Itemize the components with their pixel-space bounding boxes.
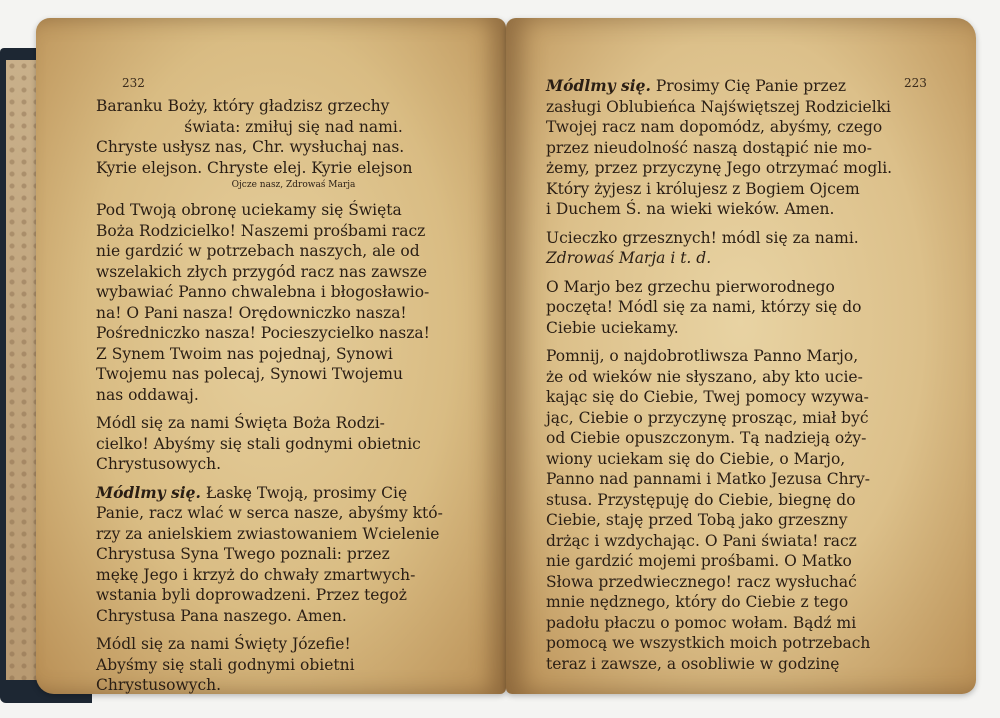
text-line: [546, 654, 946, 675]
line-text: Panie, racz wlać w serca nasze, abyśmy któ-: [96, 504, 443, 522]
text-line: [96, 303, 491, 324]
line-text: cielko! Abyśmy się stali godnymi obietnic: [96, 434, 421, 453]
line-text: Baranku Boży, który gładzisz grzechy: [96, 97, 390, 115]
text-line: [96, 413, 491, 434]
text-line: [546, 490, 946, 511]
text-line: [546, 158, 946, 179]
line-text: na! O Pani nasza! Orędowniczko nasza!: [96, 303, 407, 322]
text-line: [546, 633, 946, 654]
line-text: wiony uciekam się do Ciebie, o Marjo,: [546, 449, 846, 468]
text-line: [546, 613, 946, 634]
text-line: [546, 572, 946, 593]
paragraph-gap: [96, 405, 491, 413]
line-text: stusa. Przystępuję do Ciebie, biegnę do: [546, 490, 856, 509]
text-line: [96, 221, 491, 242]
text-line: [546, 367, 946, 388]
text-line: [96, 385, 491, 406]
line-text: nas oddawaj.: [96, 385, 199, 404]
paragraph-gap: [546, 338, 946, 346]
line-text: wybawiać Panno chwalebna i błogosławio-: [96, 283, 430, 301]
text-line: [96, 137, 491, 158]
line-text: Abyśmy się stali godnymi obietni: [96, 655, 355, 674]
text-line: [96, 262, 491, 283]
line-text: świata: zmiłuj się nad nami.: [184, 117, 403, 136]
line-text: od Ciebie opuszczonym. Tą nadzieją oży-: [546, 429, 867, 447]
line-text: Boża Rodzicielko! Naszemi prośbami racz: [96, 221, 426, 240]
text-line: [546, 228, 946, 249]
line-text: mękę Jego i krzyż do chwały zmartwych-: [96, 565, 416, 584]
line-text: padołu płaczu o pomoc wołam. Bądź mi: [546, 613, 857, 632]
page-number: 232: [122, 76, 145, 90]
line-text: jąc, Ciebie o przyczynę prosząc, miał być: [546, 408, 869, 427]
text-line: [546, 248, 946, 269]
line-text: Chrystusowych.: [96, 676, 222, 694]
right-page-text: [546, 76, 946, 674]
text-line: [546, 346, 946, 367]
line-text: żemy, przez przyczynę Jego otrzymać mogli.: [546, 159, 893, 177]
prayer-heading: Módlmy się.: [546, 76, 651, 95]
text-line: [96, 655, 491, 676]
page-number: 223: [904, 76, 927, 90]
line-text: Módl się za nami Święty Józefie!: [96, 635, 351, 653]
paragraph-gap: [546, 269, 946, 277]
line-text: mnie nędznego, który do Ciebie z tego: [546, 593, 849, 611]
paragraph-gap: [96, 475, 491, 483]
text-line: [96, 524, 491, 545]
left-page-text: [96, 96, 491, 696]
line-text: rzy za anielskiem zwiastowaniem Wcielenie: [96, 524, 440, 543]
text-line: [96, 323, 491, 344]
line-text: zasługi Oblubieńca Najświętszej Rodzicielki: [546, 97, 892, 116]
text-line: [96, 96, 491, 117]
line-text: Panno nad pannami i Matko Jezusa Chry-: [546, 470, 871, 488]
line-text: wszelakich złych przygód racz nas zawsze: [96, 262, 428, 281]
line-text: kając się do Ciebie, Twej pomocy wzywa-: [546, 388, 869, 406]
line-text: Pośredniczko nasza! Pocieszycielko nasza!: [96, 324, 430, 342]
text-line: [96, 117, 491, 138]
text-line: [546, 428, 946, 449]
line-text: Z Synem Twoim nas pojednaj, Synowi: [96, 344, 393, 363]
line-text: Pomnij, o najdobrotliwsza Panno Marjo,: [546, 347, 859, 365]
text-line: [546, 531, 946, 552]
line-text: przez nieudolność naszą dostąpić nie mo-: [546, 138, 872, 157]
text-line: [96, 503, 491, 524]
text-line: [96, 364, 491, 385]
line-text: Ciebie, staję przed Tobą jako grzeszny: [546, 511, 848, 529]
line-text: Módl się za nami Święta Boża Rodzi-: [96, 414, 385, 432]
text-line: [96, 634, 491, 655]
paragraph-gap: [96, 192, 491, 200]
text-line: [546, 117, 946, 138]
line-text: teraz i zawsze, a osobliwie w godzinę: [546, 654, 840, 673]
line-text: Który żyjesz i królujesz z Bogiem Ojcem: [546, 179, 860, 198]
line-text: Prosimy Cię Panie przez: [650, 77, 847, 95]
text-line: [96, 344, 491, 365]
line-text: Łaskę Twoją, prosimy Cię: [200, 483, 408, 502]
line-text: Słowa przedwiecznego! racz wysłuchać: [546, 572, 857, 591]
line-text: poczęta! Módl się za nami, którzy się do: [546, 298, 862, 316]
line-text: Chrystusa Pana naszego. Amen.: [96, 606, 347, 625]
text-line: [96, 544, 491, 565]
text-line: [96, 282, 491, 303]
right-page: [506, 18, 976, 694]
line-text: Ciebie uciekamy.: [546, 318, 679, 337]
line-text: Pod Twoją obronę uciekamy się Święta: [96, 201, 402, 219]
text-line: [546, 408, 946, 429]
text-line: [546, 510, 946, 531]
text-line: [546, 97, 946, 118]
line-text: Chrystusa Syna Twego poznali: przez: [96, 545, 390, 563]
line-text: i Duchem Ś. na wieki wieków. Amen.: [546, 200, 835, 218]
prayer-heading: Módlmy się.: [96, 482, 201, 502]
line-text: Twojemu nas polecaj, Synowi Twojemu: [96, 365, 403, 383]
line-text: wstania byli doprowadzeni. Przez tegoż: [96, 586, 407, 604]
line-text: Ojcze nasz, Zdrowaś Marja: [231, 180, 356, 190]
text-line: [96, 434, 491, 455]
text-line: [546, 138, 946, 159]
line-text: Chrystusowych.: [96, 455, 222, 473]
text-line: [96, 178, 491, 192]
line-text: Twojej racz nam dopomódz, abyśmy, czego: [546, 118, 883, 136]
left-page: [36, 18, 506, 694]
text-line: [546, 277, 946, 298]
line-text: Ucieczko grzesznych! módl się za nami.: [546, 228, 859, 247]
text-line: [546, 592, 946, 613]
paragraph-gap: [96, 626, 491, 634]
text-line: [546, 199, 946, 220]
italic-text: Zdrowaś Marja i t. d.: [546, 249, 712, 267]
text-line: [546, 76, 946, 97]
line-text: nie gardzić w potrzebach naszych, ale od: [96, 242, 420, 260]
text-line: [546, 449, 946, 470]
text-line: [546, 318, 946, 339]
text-line: [96, 606, 491, 627]
text-line: [546, 551, 946, 572]
line-text: pomocą we wszystkich moich potrzebach: [546, 634, 871, 652]
text-line: [546, 469, 946, 490]
text-line: [546, 179, 946, 200]
text-line: [96, 565, 491, 586]
text-line: [96, 483, 491, 504]
text-line: [96, 454, 491, 475]
text-line: [96, 241, 491, 262]
text-line: [96, 675, 491, 696]
text-line: [96, 158, 491, 179]
text-line: [96, 200, 491, 221]
text-line: [546, 297, 946, 318]
line-text: O Marjo bez grzechu pierworodnego: [546, 277, 835, 296]
line-text: Chryste usłysz nas, Chr. wysłuchaj nas.: [96, 138, 405, 156]
line-text: Kyrie elejson. Chryste elej. Kyrie elejson: [96, 158, 413, 177]
line-text: nie gardzić mojemi prośbami. O Matko: [546, 552, 852, 570]
text-line: [546, 387, 946, 408]
text-line: [96, 585, 491, 606]
paragraph-gap: [546, 220, 946, 228]
line-text: drżąc i wzdychając. O Pani świata! racz: [546, 531, 857, 550]
line-text: że od wieków nie słyszano, aby kto ucie-: [546, 367, 863, 386]
